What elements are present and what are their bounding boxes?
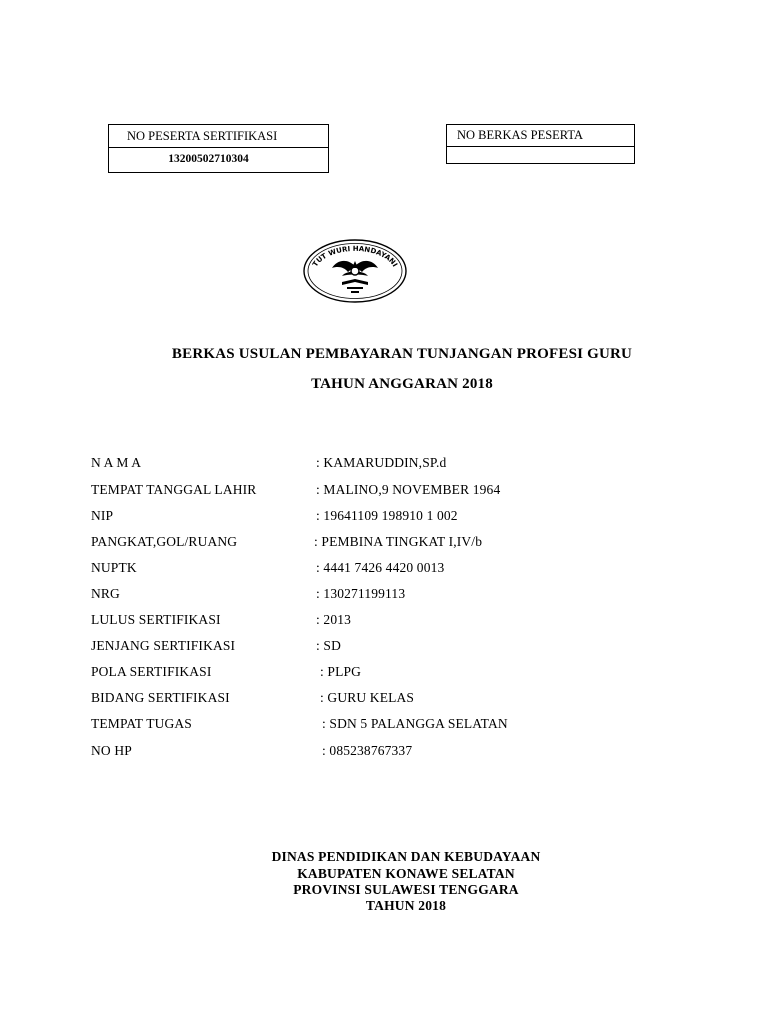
no-berkas-box [446,124,635,164]
field-value: : 085238767337 [322,743,413,758]
field-row [91,453,651,473]
field-row [91,662,651,682]
field-value: : 130271199113 [316,586,406,601]
no-peserta-box [108,124,329,173]
no-peserta-label: NO PESERTA SERTIFIKASI [109,125,328,148]
field-row [91,584,651,604]
logo-motto: TUT WURI HANDAYANI [311,244,399,269]
field-label: BIDANG SERTIFIKASI [91,690,230,705]
no-berkas-value [447,147,634,169]
field-label: NRG [91,586,120,601]
field-value: : 4441 7426 4420 0013 [316,560,445,575]
field-value: : GURU KELAS [320,690,415,705]
field-row [91,688,651,708]
field-label: POLA SERTIFIKASI [91,664,212,679]
field-value: : SD [316,638,341,653]
field-value: : KAMARUDDIN,SP.d [316,455,447,470]
field-row [91,714,651,734]
field-label: NO HP [91,743,132,758]
field-label: TEMPAT TANGGAL LAHIR [91,482,257,497]
footer-line-3: PROVINSI SULAWESI TENGGARA [293,882,519,897]
field-row [91,532,651,552]
field-value: : PLPG [320,664,362,679]
field-row [91,610,651,630]
field-label: TEMPAT TUGAS [91,716,192,731]
field-row [91,636,651,656]
field-label: NIP [91,508,114,523]
field-label: PANGKAT,GOL/RUANG [91,534,238,549]
field-row [91,558,651,578]
footer-line-1: DINAS PENDIDIKAN DAN KEBUDAYAAN [271,849,541,864]
field-value: : PEMBINA TINGKAT I,IV/b [314,534,483,549]
footer-line-2: KABUPATEN KONAWE SELATAN [297,866,515,881]
field-value: : 2013 [316,612,352,627]
field-value: : SDN 5 PALANGGA SELATAN [322,716,508,731]
field-label: LULUS SERTIFIKASI [91,612,221,627]
tut-wuri-handayani-logo [302,238,408,304]
field-value: : 19641109 198910 1 002 [316,508,458,523]
field-row [91,741,651,761]
footer-line-4: TAHUN 2018 [365,898,447,913]
field-label: JENJANG SERTIFIKASI [91,638,236,653]
field-row [91,506,651,526]
field-value: : MALINO,9 NOVEMBER 1964 [316,482,501,497]
document-title: BERKAS USULAN PEMBAYARAN TUNJANGAN PROFESI GURU [171,346,633,362]
document-subtitle: TAHUN ANGGARAN 2018 [311,376,493,392]
no-peserta-value: 13200502710304 [168,153,249,165]
field-row [91,480,651,500]
field-label: N A M A [91,455,142,470]
field-label: NUPTK [91,560,137,575]
no-berkas-label: NO BERKAS PESERTA [447,125,634,147]
